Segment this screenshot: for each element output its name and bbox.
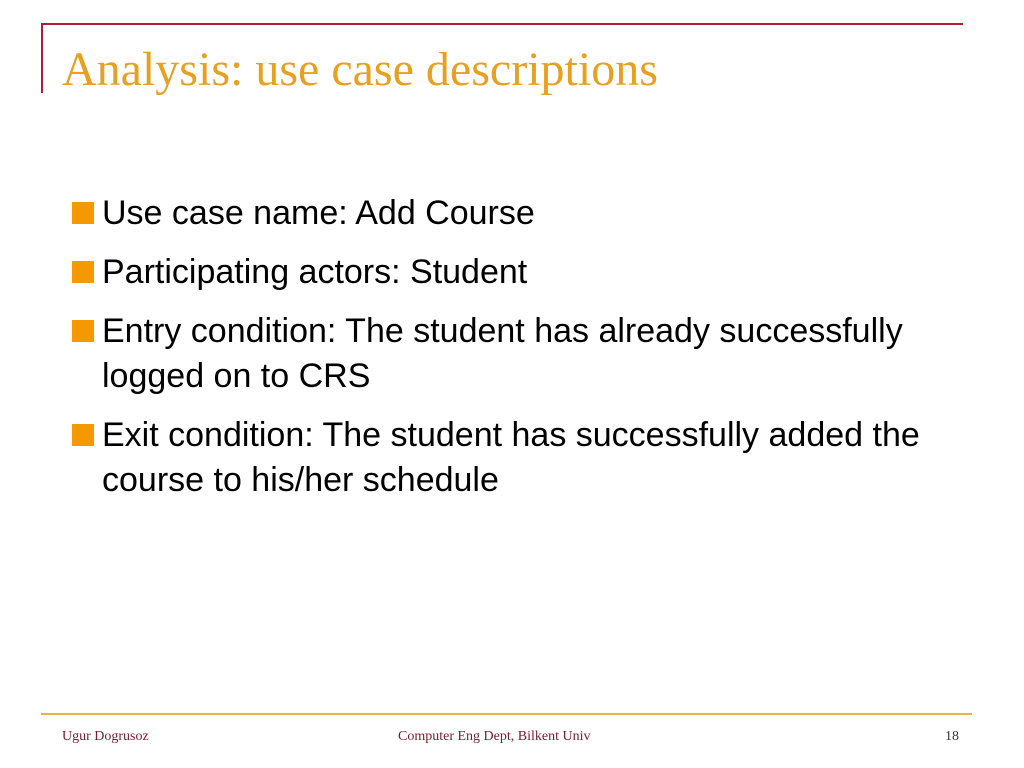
slide-title: Analysis: use case descriptions xyxy=(62,43,658,96)
bullet-list xyxy=(66,191,966,517)
bullet-item xyxy=(66,413,966,503)
footer-author: Ugur Dogrusoz xyxy=(62,729,149,744)
title-frame-top-rule xyxy=(41,23,963,25)
square-bullet-icon xyxy=(72,320,94,342)
square-bullet-icon xyxy=(72,424,94,446)
bullet-text: Exit condition: The student has successfully added the course to his/her schedule xyxy=(102,416,920,499)
square-bullet-icon xyxy=(72,202,94,224)
footer-rule xyxy=(41,713,972,715)
page-number: 18 xyxy=(945,729,959,744)
bullet-item xyxy=(66,191,966,236)
bullet-text: Entry condition: The student has already successfully logged on to CRS xyxy=(102,312,903,395)
title-frame-left-rule xyxy=(41,23,43,93)
bullet-text: Use case name: Add Course xyxy=(102,194,535,232)
square-bullet-icon xyxy=(72,261,94,283)
bullet-item xyxy=(66,250,966,295)
bullet-item xyxy=(66,309,966,399)
bullet-text: Participating actors: Student xyxy=(102,253,528,291)
footer-institution: Computer Eng Dept, Bilkent Univ xyxy=(398,729,591,744)
